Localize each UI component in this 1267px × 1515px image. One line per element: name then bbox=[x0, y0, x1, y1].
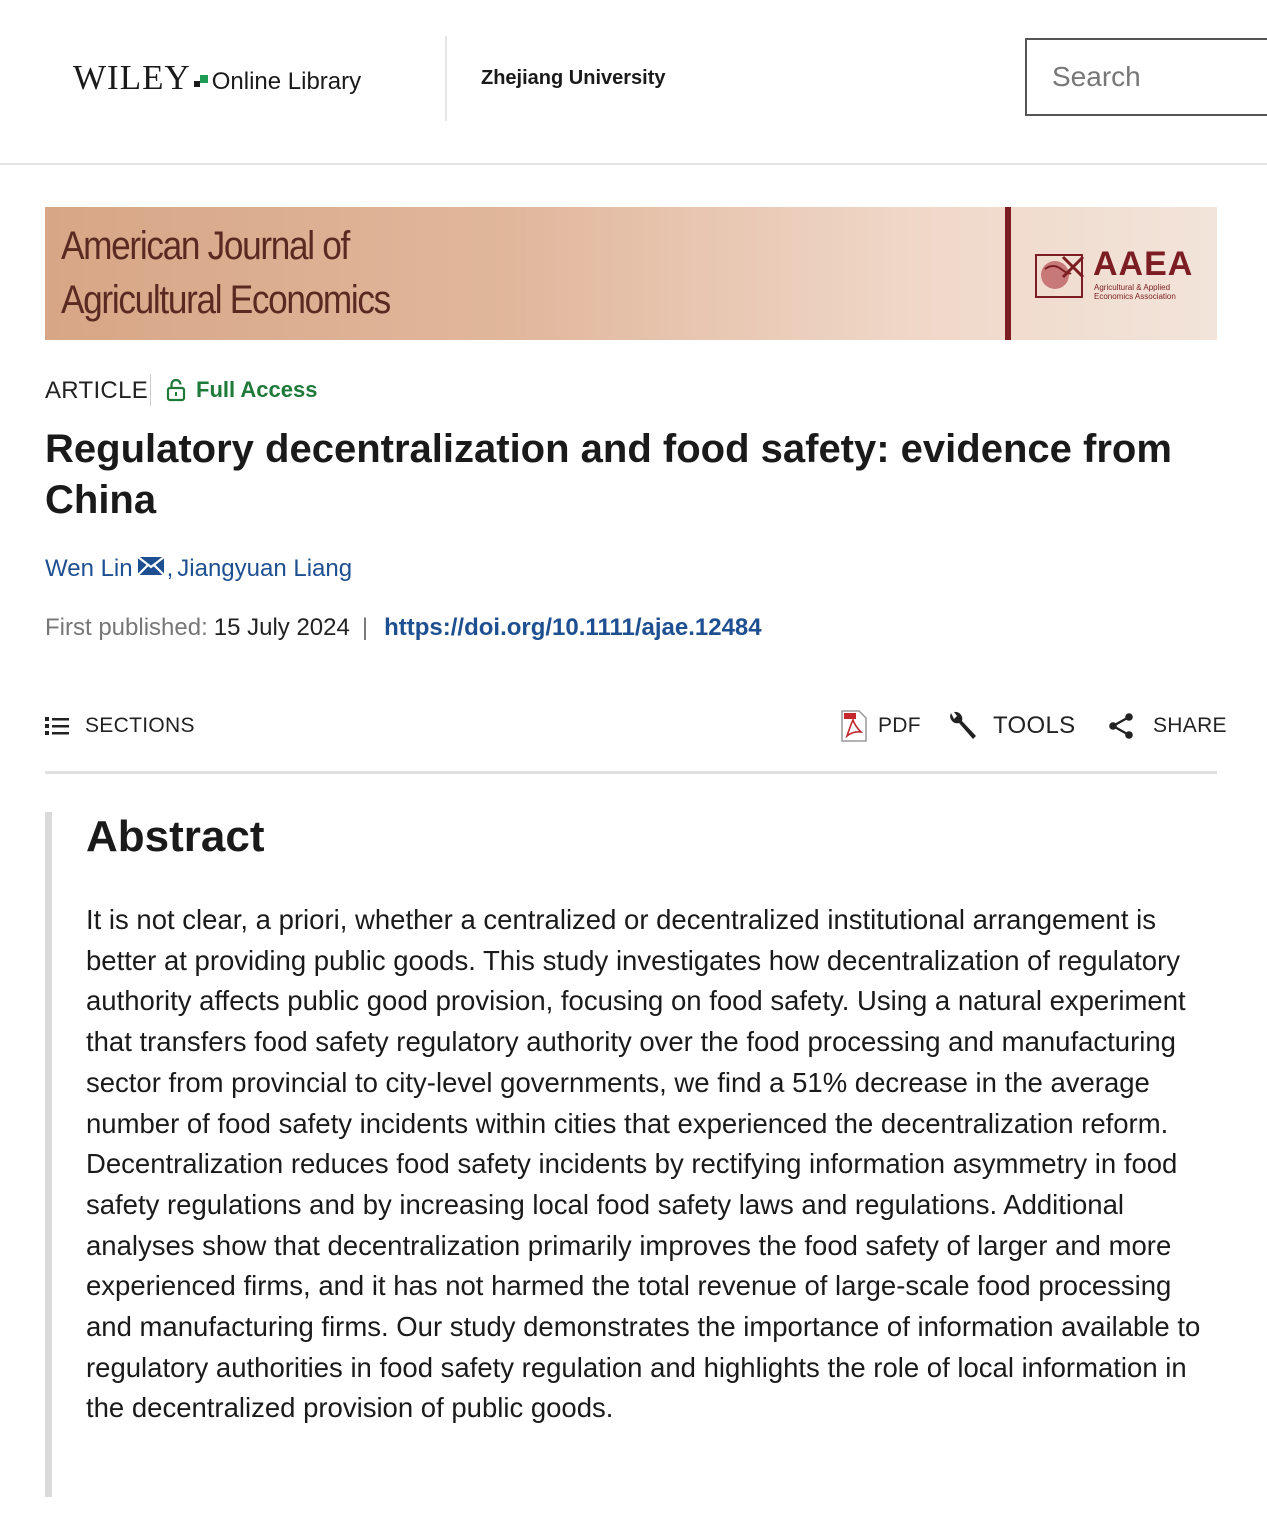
toolbar-divider bbox=[45, 771, 1217, 774]
abstract-section bbox=[45, 812, 1224, 1497]
article-type: ARTICLE bbox=[45, 377, 149, 404]
tools-label: TOOLS bbox=[993, 712, 1076, 739]
journal-title-line1: American Journal of bbox=[61, 224, 349, 268]
sections-button[interactable] bbox=[45, 700, 195, 752]
logo-brand: WILEY bbox=[73, 58, 191, 97]
aaea-name-line2: Economics Association bbox=[1094, 292, 1176, 301]
access-badge bbox=[166, 377, 317, 403]
wiley-online-library-logo[interactable] bbox=[73, 58, 361, 98]
aaea-globe-icon bbox=[1033, 247, 1087, 301]
pub-separator: | bbox=[361, 614, 369, 641]
logo-product: Online Library bbox=[211, 68, 362, 95]
abstract-heading: Abstract bbox=[86, 812, 265, 861]
abstract-text: It is not clear, a priori, whether a centralized or decentralized institutional arrangement is better at providing public goods. This study investigates how decentralization of regulatory authority affects public good provision, focusing on food safety. Using a natural experiment that transfers food safety regulatory authority over the food processing and manufacturing sector from provincial to city-level governments, we find a 51% decrease in the average number of food safety incidents within cities that experienced the decentralization reform. Decentralization reduces food safety incidents by rectifying information asymmetry in food safety regulations and by increasing local food safety laws and regulations. Additional analyses show that decentralization primarily improves the food safety of larger and more experienced firms, and it has not harmed the total revenue of large-scale food processing and manufacturing firms. Our study demonstrates the importance of information available to regulatory authorities in food safety regulation and highlights the role of local information in the decentralized provision of public goods. bbox=[86, 904, 1201, 1424]
sections-label: SECTIONS bbox=[85, 714, 195, 737]
article-title: Regulatory decentralization and food safety: evidence from China bbox=[45, 427, 1172, 522]
author-link-jiangyuan-liang[interactable]: Jiangyuan Liang bbox=[177, 555, 353, 582]
email-icon[interactable] bbox=[137, 555, 165, 583]
access-label: Full Access bbox=[196, 377, 318, 402]
aaea-logo[interactable] bbox=[1033, 245, 1203, 305]
aaea-acronym: AAEA bbox=[1093, 245, 1194, 283]
aaea-full-name bbox=[1094, 283, 1204, 301]
wiley-logo-mark-icon bbox=[194, 75, 208, 89]
author-list bbox=[45, 555, 352, 583]
publication-info bbox=[45, 614, 762, 642]
journal-title-line2: Agricultural Economics bbox=[61, 278, 390, 322]
author-link-wen-lin[interactable]: Wen Lin bbox=[45, 555, 133, 582]
pdf-label: PDF bbox=[878, 714, 921, 737]
pdf-icon bbox=[841, 710, 867, 742]
author-separator: , bbox=[166, 555, 174, 582]
banner-divider bbox=[1005, 207, 1011, 340]
journal-title bbox=[61, 219, 390, 327]
institution-name: Zhejiang University bbox=[481, 67, 666, 89]
tools-button[interactable] bbox=[945, 700, 1075, 752]
header-divider bbox=[445, 36, 447, 121]
site-header bbox=[0, 0, 1267, 165]
share-button[interactable] bbox=[1107, 700, 1227, 752]
meta-divider bbox=[150, 374, 151, 406]
journal-banner[interactable] bbox=[45, 207, 1217, 340]
first-published-label: First published: bbox=[45, 614, 208, 641]
first-published-date: 15 July 2024 bbox=[213, 614, 350, 641]
search-input[interactable] bbox=[1025, 38, 1267, 116]
article-toolbar bbox=[45, 700, 1227, 752]
doi-link[interactable]: https://doi.org/10.1111/ajae.12484 bbox=[384, 614, 762, 641]
pdf-button[interactable] bbox=[841, 700, 921, 752]
lock-icon bbox=[166, 378, 186, 402]
list-icon bbox=[45, 715, 69, 737]
share-icon bbox=[1107, 712, 1135, 740]
wrench-icon bbox=[945, 709, 979, 743]
share-label: SHARE bbox=[1153, 714, 1227, 737]
aaea-name-line1: Agricultural & Applied bbox=[1094, 283, 1171, 292]
